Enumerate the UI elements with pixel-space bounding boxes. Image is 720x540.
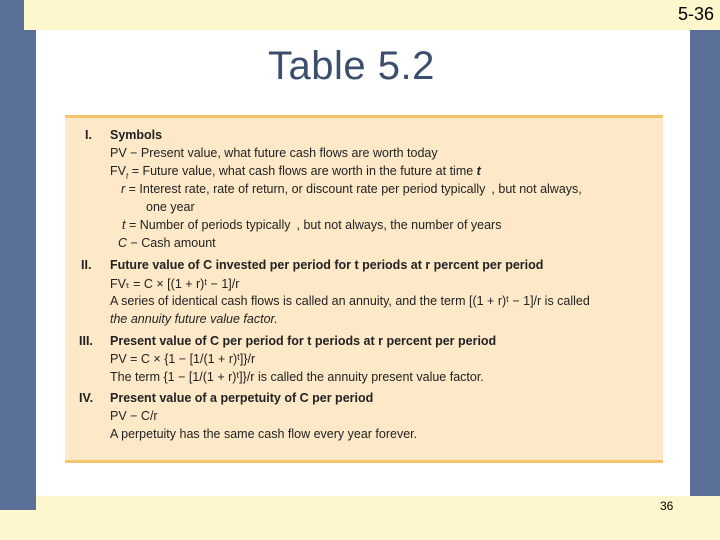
left-frame-bar-inner: [24, 0, 36, 540]
section-3-heading: Present value of C per period for t periods at r percent per period: [110, 334, 497, 348]
bottom-left-bar: [0, 496, 36, 510]
section-2-text-line2: the annuity future value factor.: [110, 312, 278, 326]
bottom-strip: [36, 496, 690, 510]
section-1-number: I.: [85, 128, 92, 142]
page-number: 36: [660, 499, 674, 513]
symbol-r-desc-cont: , but not always,: [491, 182, 582, 196]
symbol-t-label: t: [122, 218, 126, 232]
symbol-r-label: r: [121, 182, 126, 196]
section-2-formula: FVₜ = C × [(1 + r)ᵗ − 1]/r: [110, 277, 240, 291]
section-4-number: IV.: [79, 391, 94, 405]
bottom-band: [0, 510, 720, 540]
symbol-fv-desc: = Future value, what cash flows are worth in the future at time: [128, 164, 477, 178]
formula-table: [65, 115, 663, 463]
section-4-formula: PV − C/r: [110, 409, 158, 423]
slide-number: 5-36: [677, 4, 714, 24]
symbol-fv: $FV_t$ = Future value, what cash flows are worth in the future at time t: [110, 164, 481, 181]
section-2-text-line1: A series of identical cash flows is called an annuity, and the term [(1 + r)ᵗ − 1]/r is called: [110, 294, 590, 308]
symbol-t-desc-cont: , but not always, the number of years: [296, 218, 502, 232]
symbol-t: [122, 218, 501, 232]
top-band: [24, 0, 720, 30]
left-frame-bar: [0, 0, 24, 540]
section-4-heading: Present value of a perpetuity of C per period: [110, 391, 374, 405]
section-1-heading: Symbols: [110, 128, 163, 142]
section-3-text-line1: The term {1 − [1/(1 + r)ᵗ]}/r is called the annuity present value factor.: [110, 370, 484, 384]
right-frame-bar: [690, 0, 720, 496]
section-4-text-line1: A perpetuity has the same cash flow every year forever.: [110, 427, 418, 441]
symbol-c: [118, 236, 216, 250]
section-2-heading: Future value of C invested per period for t periods at r percent per period: [110, 258, 544, 272]
section-2-number: II.: [81, 258, 92, 272]
symbol-r: [121, 182, 582, 196]
symbol-c-label: C: [118, 236, 128, 250]
symbol-fv-label: FV: [110, 164, 126, 178]
symbol-r-desc-line2: one year: [146, 200, 195, 214]
section-3-number: III.: [79, 334, 93, 348]
symbol-r-desc: = Interest rate, rate of return, or discount rate per period typically: [125, 182, 486, 196]
section-3-formula: PV = C × {1 − [1/(1 + r)ᵗ]}/r: [110, 352, 256, 366]
slide-title: Table 5.2: [268, 44, 435, 88]
symbol-pv: PV − Present value, what future cash flows are worth today: [110, 146, 438, 160]
symbol-t-desc: = Number of periods typically: [125, 218, 291, 232]
symbol-c-desc: − Cash amount: [127, 236, 216, 250]
